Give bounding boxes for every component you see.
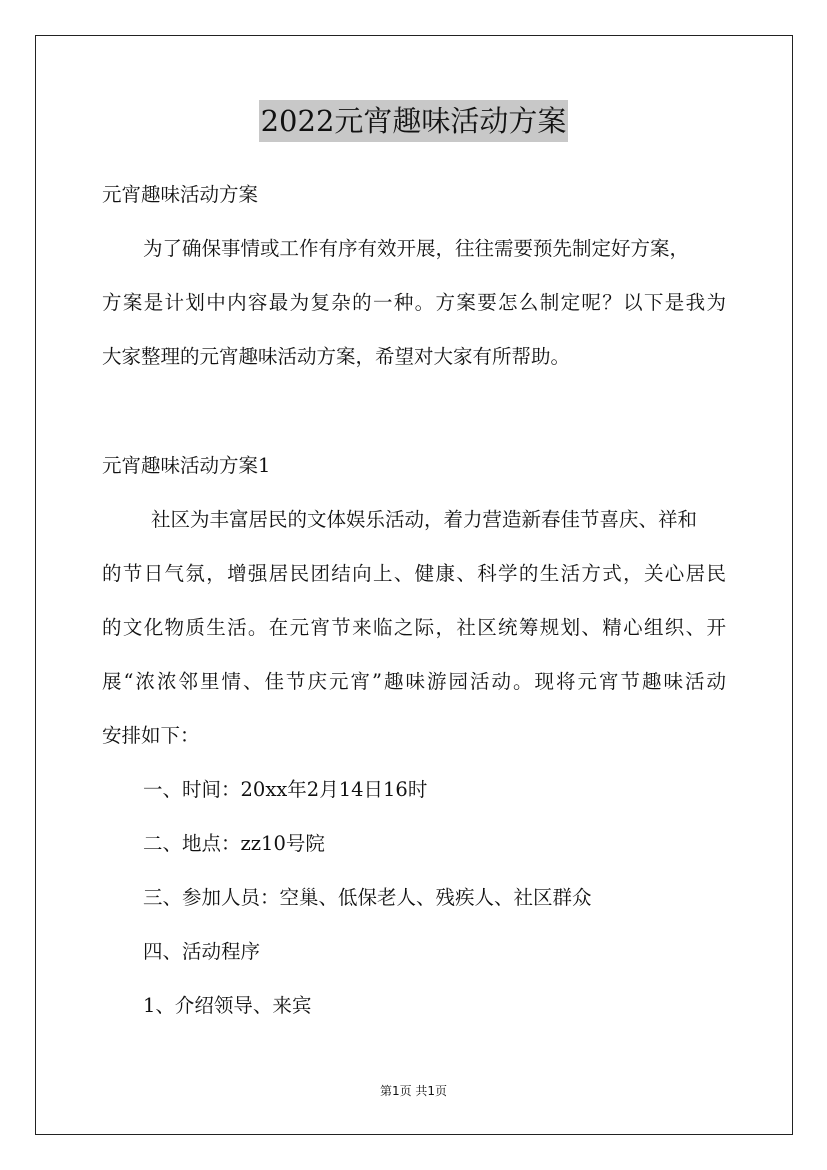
item-procedure-step-1: 1、介绍领导、来宾: [143, 994, 312, 1017]
item-participants: 三、参加人员：空巢、低保老人、残疾人、社区群众: [143, 886, 592, 909]
section1-line-4: 展“浓浓邻里情、佳节庆元宵”趣味游园活动。现将元宵节趣味活动: [102, 670, 726, 693]
section1-line-2: 的节日气氛，增强居民团结向上、健康、科学的生活方式，关心居民: [102, 562, 726, 585]
item-location: 二、地点：zz10号院: [143, 832, 325, 855]
document-subtitle: 元宵趣味活动方案: [102, 183, 259, 206]
item-procedure: 四、活动程序: [143, 940, 261, 963]
intro-line-3: 大家整理的元宵趣味活动方案，希望对大家有所帮助。: [102, 345, 571, 368]
section1-line-1: 社区为丰富居民的文体娱乐活动，着力营造新春佳节喜庆、祥和: [151, 508, 698, 531]
page-footer: [0, 1083, 827, 1099]
page-number: 第1页 共1页: [379, 1084, 448, 1098]
section1-line-3: 的文化物质生活。在元宵节来临之际，社区统筹规划、精心组织、开: [102, 616, 726, 639]
intro-line-2: 方案是计划中内容最为复杂的一种。方案要怎么制定呢？以下是我为: [102, 291, 726, 314]
item-time: 一、时间：20xx年2月14日16时: [143, 778, 428, 801]
section1-heading: 元宵趣味活动方案1: [102, 454, 271, 477]
intro-line-1: 为了确保事情或工作有序有效开展，往往需要预先制定好方案，: [143, 237, 690, 260]
section1-line-5: 安排如下：: [102, 724, 200, 747]
document-title: 2022元宵趣味活动方案: [259, 100, 569, 142]
title-container: [0, 100, 827, 142]
